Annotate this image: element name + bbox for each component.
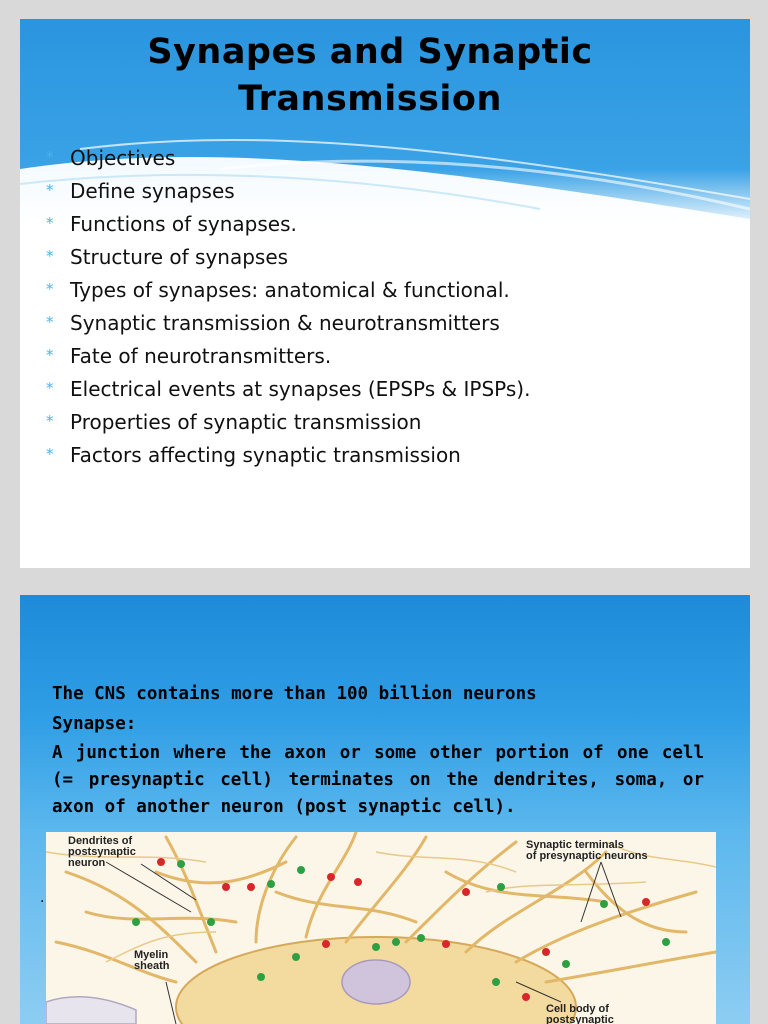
list-item: * Fate of neurotransmitters. (46, 342, 736, 375)
bullet-icon: * (46, 280, 54, 298)
slide-2 (20, 595, 750, 1024)
slide-1 (20, 19, 750, 568)
myelin-sheath-shape (46, 997, 136, 1024)
stray-dot: . (40, 890, 45, 906)
bullet-icon: * (46, 346, 54, 364)
synapse-heading: Synapse: (52, 714, 137, 734)
slide-title: Synapes and Synaptic Transmission (147, 32, 593, 119)
bullet-icon: * (46, 247, 54, 265)
synaptic-terminals-label: Synaptic terminals of presynaptic neurons (526, 839, 648, 862)
list-item: * Types of synapses: anatomical & functional. (46, 276, 736, 309)
cell-body-label: Cell body of postsynaptic (546, 1003, 614, 1024)
list-item: * Structure of synapses (46, 243, 736, 276)
list-item: * Properties of synaptic transmission (46, 408, 736, 441)
objectives-list (46, 144, 736, 474)
nucleus-shape (342, 960, 410, 1004)
intro-line: The CNS contains more than 100 billion neurons (52, 684, 537, 704)
list-item: * Objectives (46, 144, 736, 177)
myelin-sheath-label: Myelin sheath (134, 949, 170, 972)
synapse-figure (46, 832, 716, 1024)
list-item: * Synaptic transmission & neurotransmitters (46, 309, 736, 342)
bullet-icon: * (46, 379, 54, 397)
bullet-icon: * (46, 148, 54, 166)
list-item: * Define synapses (46, 177, 736, 210)
list-item: * Factors affecting synaptic transmission (46, 441, 736, 474)
bullet-icon: * (46, 181, 54, 199)
slide-text (52, 680, 704, 823)
list-item: * Electrical events at synapses (EPSPs & IPSPs). (46, 375, 736, 408)
bullet-icon: * (46, 445, 54, 463)
dendrites-label: Dendrites of postsynaptic neuron (68, 835, 136, 869)
bullet-icon: * (46, 313, 54, 331)
list-item: * Functions of synapses. (46, 210, 736, 243)
synapse-definition: A junction where the axon or some other portion of one cell (= presynaptic cell) terminates on the dendrites, soma, or axon of another neuron (post synaptic cell). (52, 743, 704, 817)
bullet-icon: * (46, 412, 54, 430)
bullet-icon: * (46, 214, 54, 232)
